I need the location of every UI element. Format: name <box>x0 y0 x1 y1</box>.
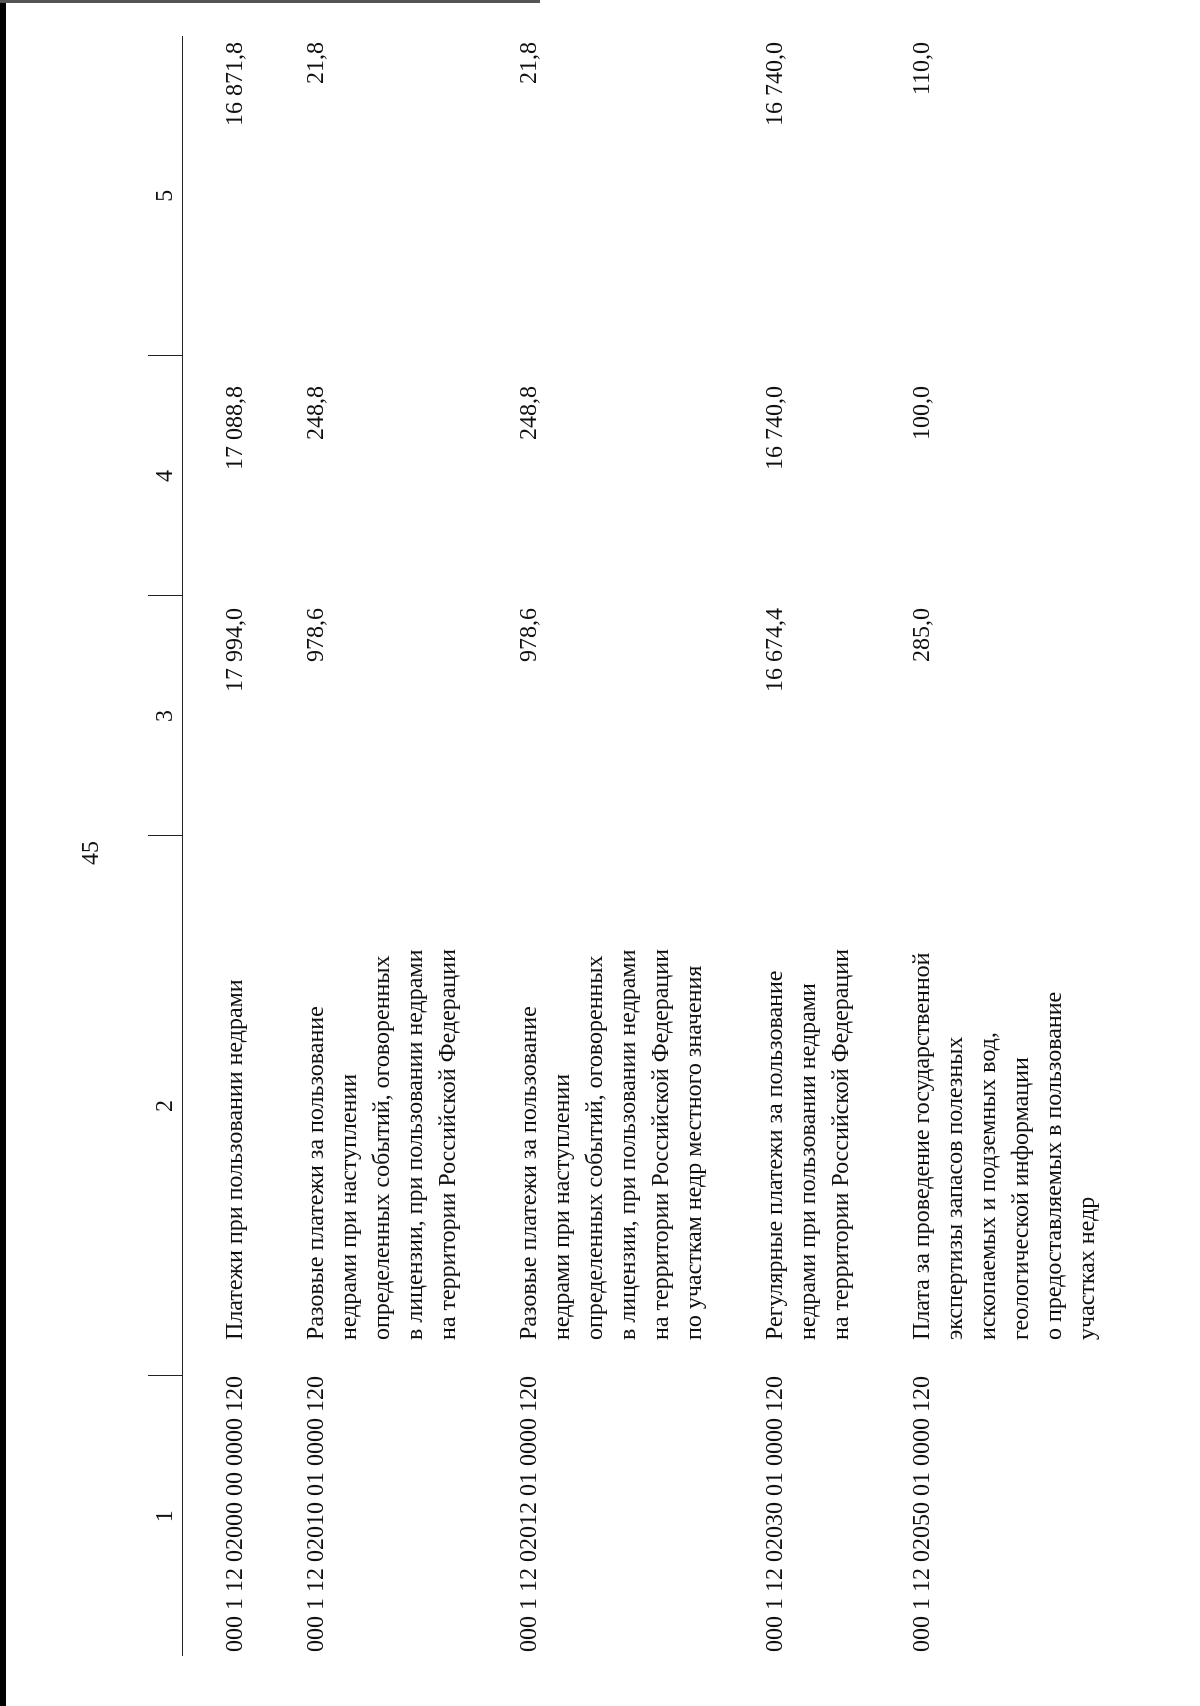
income-name-line: на территории Российской Федерации <box>828 949 854 1340</box>
header-col-2: 2 <box>148 836 183 1376</box>
income-name-line: Регулярные платежи за пользование <box>762 970 788 1340</box>
amount-cell-v3: 16 674,4 <box>762 608 788 692</box>
amount-cell-v3: 17 994,0 <box>222 608 248 692</box>
amount-cell-v5: 16 740,0 <box>762 42 788 126</box>
amount-cell-v4: 248,8 <box>516 386 542 440</box>
amount-cell-v4: 248,8 <box>303 386 329 440</box>
amount-cell-v4: 17 088,8 <box>222 386 248 470</box>
budget-code-cell: 000 1 12 02012 01 0000 120 <box>516 1376 542 1652</box>
table-body <box>183 36 1129 1656</box>
amount-cell-v4: 100,0 <box>909 386 935 440</box>
header-col-5: 5 <box>148 36 183 356</box>
income-name-line: в лицензии, при пользовании недрами <box>402 949 428 1340</box>
table-row <box>735 36 882 1656</box>
income-name-line: ископаемых и подземных вод, <box>975 1032 1001 1340</box>
income-name-line: экспертизы запасов полезных <box>942 1036 968 1340</box>
income-name-line: Плата за проведение государственной <box>909 952 935 1340</box>
table-row <box>276 36 489 1656</box>
table-row <box>183 36 277 1656</box>
table-header <box>148 36 183 1656</box>
header-col-4: 4 <box>148 356 183 596</box>
income-name-line: определенных событий, оговоренных <box>369 955 395 1340</box>
budget-table <box>148 36 1128 1656</box>
income-name-line: по участкам недр местного значения <box>681 965 707 1340</box>
amount-cell-v5: 21,8 <box>303 42 329 84</box>
budget-code-cell: 000 1 12 02050 01 0000 120 <box>909 1376 935 1652</box>
amount-cell-v5: 21,8 <box>516 42 542 84</box>
header-col-3: 3 <box>148 596 183 836</box>
income-name-line: на территории Российской Федерации <box>648 949 674 1340</box>
income-name-cell <box>735 836 882 1376</box>
income-name-line: определенных событий, оговоренных <box>582 955 608 1340</box>
income-name-cell <box>183 836 277 1376</box>
income-name-line: недрами при наступлении <box>336 1073 362 1340</box>
income-name-line: Разовые платежи за пользование <box>303 1006 329 1340</box>
table-row <box>882 36 1128 1656</box>
amount-cell-v5: 16 871,8 <box>222 42 248 126</box>
income-name-cell <box>489 836 735 1376</box>
amount-cell-v3: 285,0 <box>909 608 935 662</box>
budget-table-wrapper <box>148 36 1128 1656</box>
budget-code-cell: 000 1 12 02000 00 0000 120 <box>222 1376 248 1652</box>
income-name-line: Платежи при пользовании недрами <box>222 979 248 1340</box>
income-name-line: участках недр <box>1074 1196 1100 1340</box>
amount-cell-v3: 978,6 <box>516 608 542 662</box>
income-name-line: о предоставляемых в пользование <box>1041 991 1067 1340</box>
budget-code-cell: 000 1 12 02010 01 0000 120 <box>303 1376 329 1652</box>
income-name-cell <box>882 836 1128 1376</box>
table-row <box>489 36 735 1656</box>
income-name-line: недрами при пользовании недрами <box>795 983 821 1340</box>
header-col-1: 1 <box>148 1376 183 1656</box>
income-name-line: на территории Российской Федерации <box>435 949 461 1340</box>
income-name-cell <box>276 836 489 1376</box>
income-name-line: геологической информации <box>1008 1057 1034 1340</box>
income-name-line: недрами при наступлении <box>549 1073 575 1340</box>
page-number: 45 <box>78 841 104 865</box>
amount-cell-v4: 16 740,0 <box>762 386 788 470</box>
amount-cell-v3: 978,6 <box>303 608 329 662</box>
income-name-line: в лицензии, при пользовании недрами <box>615 949 641 1340</box>
budget-code-cell: 000 1 12 02030 01 0000 120 <box>762 1376 788 1652</box>
amount-cell-v5: 110,0 <box>909 42 935 96</box>
income-name-line: Разовые платежи за пользование <box>516 1006 542 1340</box>
